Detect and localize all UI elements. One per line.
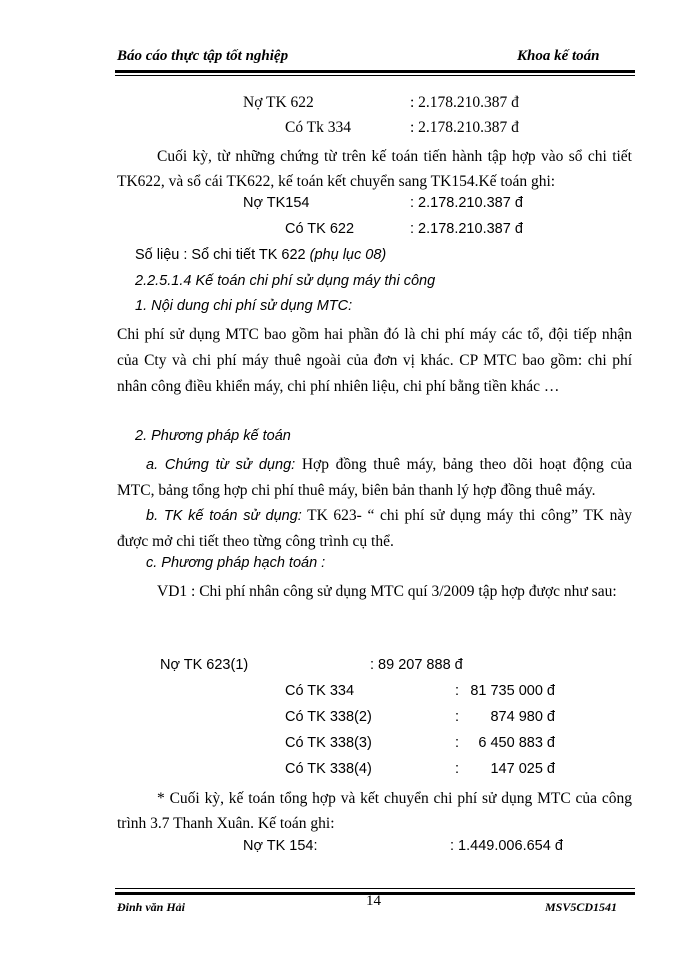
entry3-debit-amount: : 89 207 888 đ <box>370 657 463 673</box>
entry3-credit-account: Có TK 338(3) <box>285 735 372 751</box>
entry3-credit-account: Có TK 338(2) <box>285 709 372 725</box>
entry3-credit-amount: 81 735 000 đ <box>470 683 555 699</box>
footer-author: Đinh văn Hải <box>117 900 186 914</box>
section-title: 2.2.5.1.4 Kế toán chi phí sử dụng máy thi công <box>135 273 436 289</box>
entry3-credit-account: Có TK 338(4) <box>285 761 372 777</box>
item-a-label: a. Chứng từ sử dụng: <box>146 457 296 473</box>
example-paragraph: VD1 : Chi phí nhân công sử dụng MTC quí 3/2009 tập hợp được như sau: <box>157 583 617 600</box>
subsection-1-title: 1. Nội dung chi phí sử dụng MTC: <box>135 298 353 314</box>
data-source-ref: (phụ lục 08) <box>309 247 387 263</box>
entry3-credit-colon: : <box>455 709 460 725</box>
data-source-label: Số liệu : Sổ chi tiết TK 622 <box>135 247 310 263</box>
entry4-debit-amount: : 1.449.006.654 đ <box>450 838 563 854</box>
footer-student-id: MSV5CD1541 <box>545 900 618 914</box>
entry2-credit-amount: : 2.178.210.387 đ <box>410 221 523 237</box>
entry3-debit: Nợ TK 623(1) <box>160 657 249 673</box>
item-c-label: c. Phương pháp hạch toán : <box>146 555 326 571</box>
item-b <box>117 503 632 554</box>
item-a-text: Hợp đồng thuê máy, bảng theo dõi hoạt động của MTC, bảng tổng hợp chi phí thuê máy, biên bản thanh lý hợp đồng thuê máy. <box>117 456 632 499</box>
header-title: Báo cáo thực tập tốt nghiệp <box>117 48 289 64</box>
header-rule-thin <box>115 75 635 76</box>
entry3-credit-amount: 147 025 đ <box>490 761 555 777</box>
header-department: Khoa kế toán <box>517 48 600 64</box>
entry3-credit-colon: : <box>455 683 460 699</box>
entry3-credit-account: Có TK 334 <box>285 683 355 699</box>
entry4-debit: Nợ TK 154: <box>243 838 318 854</box>
item-b-label: b. TK kế toán sử dụng: <box>146 508 302 524</box>
subsection-2-title: 2. Phương pháp kế toán <box>135 428 291 444</box>
page-number: 14 <box>366 893 381 909</box>
item-b-text: TK 623- “ chi phí sử dụng máy thi công” TK này được mở chi tiết theo từng công trình cụ thể. <box>117 507 632 550</box>
entry1-credit-amount: : 2.178.210.387 đ <box>410 119 519 136</box>
paragraph-transfer: * Cuối kỳ, kế toán tổng hợp và kết chuyển chi phí sử dụng MTC của công trình 3.7 Thanh Xuân. Kế toán ghi: <box>117 790 632 832</box>
paragraph-end-period: Cuối kỳ, từ những chứng từ trên kế toán tiến hành tập hợp vào sổ chi tiết TK622, và sổ cái TK622, kế toán kết chuyển sang TK154.Kế toán ghi: <box>117 148 632 190</box>
footer-rule-thin <box>115 888 635 889</box>
entry2-debit: Nợ TK154 <box>243 195 310 211</box>
paragraph-mtc: Chi phí sử dụng MTC bao gồm hai phần đó là chi phí máy các tổ, đội tiếp nhận của Cty và chi phí máy thuê ngoài của đơn vị khác. CP MTC bao gồm: chi phí nhân công điều khiển máy, chi phí nhiên liệu, chi phí bằng tiền khác … <box>117 326 632 395</box>
entry2-debit-amount: : 2.178.210.387 đ <box>410 195 523 211</box>
entry2-credit: Có TK 622 <box>285 221 355 237</box>
entry1-credit: Có Tk 334 <box>285 119 352 136</box>
data-source <box>135 247 386 263</box>
entry3-credit-colon: : <box>455 735 460 751</box>
entry3-credit-amount: 6 450 883 đ <box>478 735 555 751</box>
item-a <box>117 452 632 503</box>
entry1-debit: Nợ TK 622 <box>243 94 314 111</box>
entry1-debit-amount: : 2.178.210.387 đ <box>410 94 519 111</box>
header-rule-thick <box>115 70 635 73</box>
entry3-credit-amount: 874 980 đ <box>490 709 555 725</box>
entry3-credit-colon: : <box>455 761 460 777</box>
